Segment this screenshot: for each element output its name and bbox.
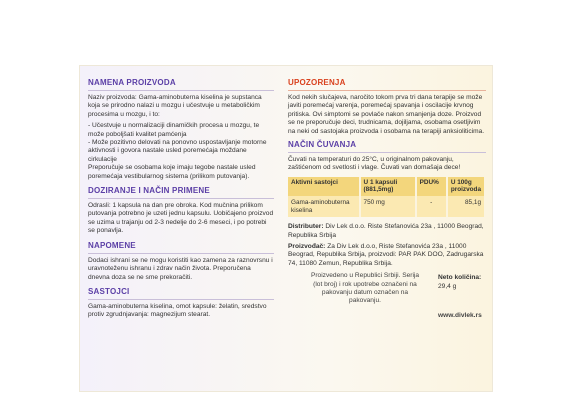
table-cell-pdu: - — [416, 196, 447, 217]
namena-divider — [88, 90, 274, 91]
namena-recommendation: Preporučuje se osobama koje imaju tegobe nastale usled poremećaja vestibularnog sistema (prilikom putovanja). — [88, 164, 256, 180]
napomene-heading: NAPOMENE — [88, 240, 136, 250]
net-quantity-label: Neto količina: — [438, 274, 482, 282]
cuvanje-heading: NAČIN ČUVANJA — [288, 140, 357, 150]
cuvanje-text: Čuvati na temperaturi do 25°C, u originalnom pakovanju, zaštićenom od svetlosti i vlage. Čuvati van domašaja dece! — [288, 156, 461, 172]
namena-intro: Naziv proizvoda: Gama-aminobuterna kiselina je supstanca koja se prirodno nalazi u mozgu i učestvuje u metaboličkim procesima u mozgu, i to: — [88, 94, 262, 118]
namena-bullet-1: - Učestvuje u normalizaciji dinamičkih procesa u mozgu, te može poboljšati kvalitet pamćenja — [88, 122, 260, 138]
table-cell-ingredient: Gama-aminobuterna kiselina — [288, 196, 360, 217]
table-header-per-capsule: U 1 kapsuli (881,5mg) — [360, 177, 416, 196]
upozorenja-text: Kod nekih slučajeva, naročito tokom prva tri dana terapije se može javiti poremećaj varenja, poremećaj spavanja i oscilacije krvnog pritiska. Ovi simptomi se povlače nakon smanjenja doze. Proizvod se ne preporučuje deci, trudnicama, dojiljama, osobama osetljivim na neki od sastojaka proizvoda i osobama na terapiji anksioliticima. — [288, 94, 485, 135]
cuvanje-divider — [288, 152, 486, 153]
table-header-active: Aktivni sastojci — [288, 177, 360, 196]
left-column — [88, 78, 274, 323]
manufacturer-text: Za Div Lek d.o.o, Riste Stefanovića 23a , 11000 Beograd, Republika Srbija, proizvodi: PAR PAK DOO, Zadrugarska 74, 11080 Zemun, Republika Srbija. — [288, 243, 484, 267]
namena-heading: NAMENA PROIZVODA — [88, 78, 176, 87]
label-footer — [288, 272, 486, 328]
napomene-divider — [88, 253, 274, 254]
table-header-pdu: PDU% — [416, 177, 447, 196]
upozorenja-divider — [288, 90, 486, 91]
manufacturer-info — [288, 243, 486, 268]
manufacturer-label: Proizvođač: — [288, 243, 326, 251]
table-row — [288, 196, 485, 217]
distributor-label: Distributer: — [288, 223, 324, 231]
doziranje-text: Odrasli: 1 kapsula na dan pre obroka. Kod mučnina prilikom putovanja potrebno je uzeti jednu kapsulu. Uobičajeno proizvod se uzima u trajanju od 2-3 nedelje do 2-6 meseci, i po potrebi se ponavlja. — [88, 202, 274, 235]
table-cell-per-capsule: 750 mg — [360, 196, 416, 217]
table-header-row — [288, 177, 485, 196]
net-quantity — [438, 274, 486, 291]
napomene-text: Dodaci ishrani se ne mogu koristiti kao zamena za raznovrsnu i uravnoteženu ishranu i zdrav način života. Preporučena dnevna doza se ne sme prekoračiti. — [88, 256, 273, 281]
product-label-panel — [80, 66, 492, 391]
sastojci-text: Gama-aminobuterna kiselina, omot kapsule: želatin, sredstvo protiv zgrudnjavanja: magnezijum stearat. — [88, 302, 267, 319]
production-note: Proizvedeno u Republici Srbiji. Serija (lot broj) i rok upotrebe označeni na pakovanju datum označen na pakovanju. — [310, 272, 420, 305]
net-quantity-value: 29,4 g — [438, 282, 457, 290]
upozorenja-heading: UPOZORENJA — [288, 78, 346, 87]
distributor-text: Div Lek d.o.o. Riste Stefanovića 23a , 11000 Beograd, Republika Srbija — [288, 223, 484, 239]
table-cell-per-100g: 85,1g — [447, 196, 485, 217]
right-column — [288, 78, 486, 328]
distributor-info — [288, 223, 486, 240]
sastojci-heading: SASTOJCI — [88, 286, 130, 296]
doziranje-divider — [88, 198, 274, 199]
ingredients-table — [288, 177, 486, 217]
doziranje-heading: DOZIRANJE I NAČIN PRIMENE — [88, 186, 210, 196]
namena-bullet-2: - Može pozitivno delovati na ponovno uspostavljanje motorne aktivnosti i govora nastale usled poremećaja moždane cirkulacije — [88, 139, 267, 163]
sastojci-divider — [88, 299, 274, 300]
website-text: www.divlek.rs — [438, 312, 482, 320]
table-header-per-100g: U 100g proizvoda — [447, 177, 485, 196]
